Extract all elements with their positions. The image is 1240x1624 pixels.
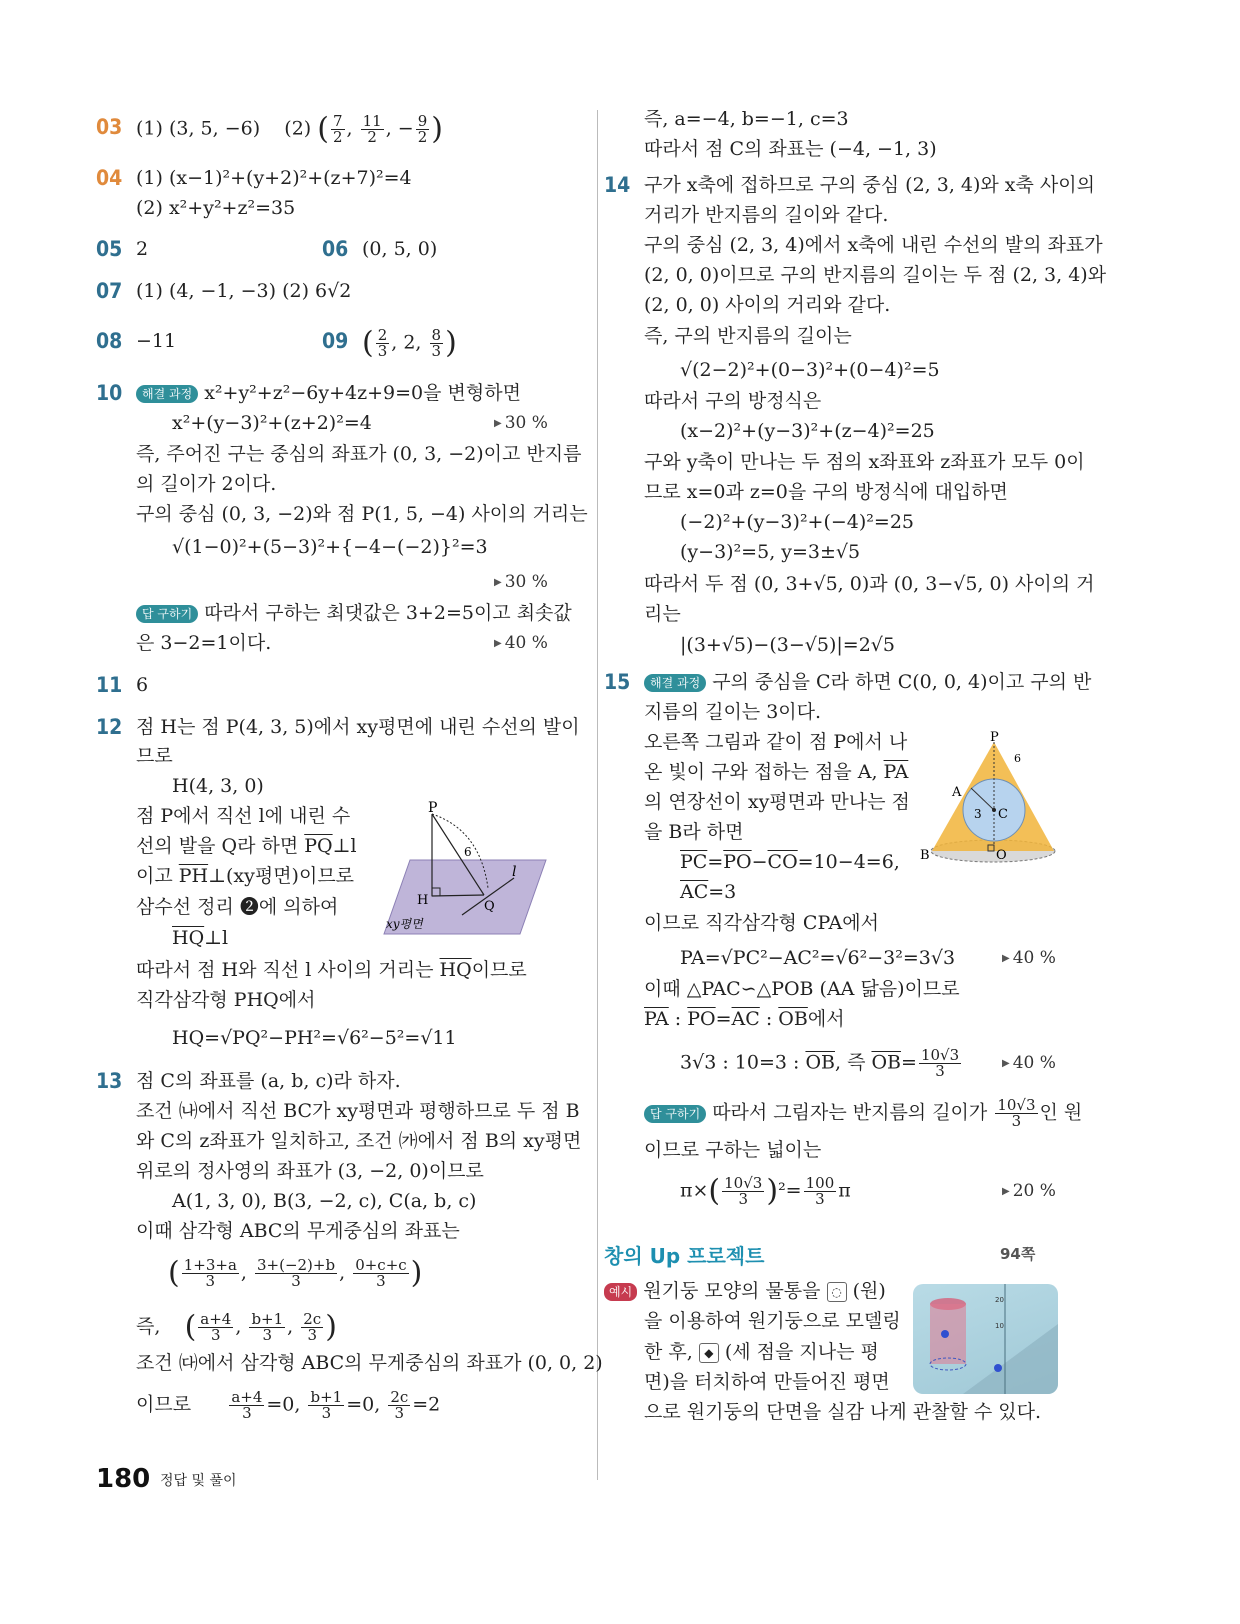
- score-percent: ▶ 30 %: [494, 569, 548, 596]
- answer-pill: 답 구하기: [644, 1105, 706, 1123]
- q14-line8: 따라서 구의 방정식은: [644, 390, 822, 412]
- circle-tool-icon: ◌: [827, 1282, 847, 1302]
- q15-line2: 지름의 길이는 3이다.: [644, 701, 822, 723]
- q10-line6: √(1−0)²+(5−3)²+{−4−(−2)}²=3: [172, 536, 488, 558]
- q13-line2: 조건 ㈏에서 직선 BC가 xy평면과 평행하므로 두 점 B: [136, 1100, 580, 1122]
- label-A: A: [952, 785, 962, 800]
- top-line1: 즉, a=−4, b=−1, c=3: [644, 108, 849, 130]
- q12-line7: 삼수선 정리 ❷에 의하여: [136, 896, 339, 918]
- label-l: l: [512, 864, 517, 880]
- q13-line10: 이므로 $\frac{a+4}{3}$ =0, $\frac{b+1}{3}$ =0, $\frac{2c}{3}$ =2: [136, 1388, 441, 1422]
- answer-04-line2: (2) x²+y²+z²=35: [136, 197, 296, 219]
- q14-line3: 구의 중심 (2, 3, 4)에서 x축에 내린 수선의 발의 좌표가: [644, 234, 1103, 256]
- q13-line8: 즉, ( $\frac{a+4}{3}$ , $\frac{b+1}{3}$ , $\frac{2c}{3}$ ): [136, 1309, 337, 1345]
- q14-line1: 구가 x축에 접하므로 구의 중심 (2, 3, 4)와 x축 사이의: [644, 174, 1095, 196]
- q12-line11: HQ=√PQ²−PH²=√6²−5²=√11: [172, 1027, 457, 1049]
- q14-line4: (2, 0, 0)이므로 구의 반지름의 길이는 두 점 (2, 3, 4)와: [644, 264, 1107, 286]
- creative-up-title: 창의 Up 프로젝트: [604, 1244, 765, 1268]
- answer-11: 6: [136, 674, 149, 696]
- q10-line7: 답 구하기 따라서 구하는 최댓값은 3+2=5이고 최솟값: [136, 600, 572, 626]
- q13-line6: 이때 삼각형 ABC의 무게중심의 좌표는: [136, 1220, 460, 1242]
- q12-line1: 점 H는 점 P(4, 3, 5)에서 xy평면에 내린 수선의 발이: [136, 716, 580, 738]
- app-screenshot-image: [913, 1284, 1058, 1394]
- solution-process-pill: 해결 과정: [136, 385, 198, 403]
- problem-number-05: 05: [96, 237, 123, 261]
- q14-line2: 거리가 반지름의 길이와 같다.: [644, 204, 889, 226]
- q14-line7: √(2−2)²+(0−3)²+(0−4)²=5: [680, 359, 940, 381]
- q15-line3: 오른쪽 그림과 같이 점 P에서 나: [644, 731, 908, 753]
- q10-line5: 구의 중심 (0, 3, −2)와 점 P(1, 5, −4) 사이의 거리는: [136, 503, 588, 525]
- q15-line4: 온 빛이 구와 접하는 점을 A, $\overline{PA}$: [644, 761, 909, 783]
- q12-line2: 므로: [136, 745, 173, 767]
- answer-07: (1) (4, −1, −3) (2) 6√2: [136, 280, 352, 302]
- page-number: 180: [96, 1464, 151, 1494]
- problem-number-12: 12: [96, 715, 123, 739]
- score-percent: ▶ 30 %: [494, 410, 548, 437]
- answer-pill: 답 구하기: [136, 605, 198, 623]
- q14-line12: (−2)²+(y−3)²+(−4)²=25: [680, 511, 915, 533]
- label-6: 6: [464, 845, 472, 859]
- q15-line5: 의 연장선이 xy평면과 만나는 점: [644, 791, 910, 813]
- q15-line12: $\overline{PA}$ : $\overline{PO}=\overline{AC}$ : $\overline{OB}$에서: [644, 1008, 845, 1030]
- q14-line13: (y−3)²=5, y=3±√5: [680, 541, 861, 563]
- q15-line15: 이므로 구하는 넓이는: [644, 1139, 822, 1161]
- q12-line10: 직각삼각형 PHQ에서: [136, 989, 316, 1011]
- answer-08: −11: [136, 330, 177, 352]
- problem-number-08: 08: [96, 329, 123, 353]
- q14-line6: 즉, 구의 반지름의 길이는: [644, 325, 852, 347]
- q12-line9: 따라서 점 H와 직선 l 사이의 거리는 $\overline{HQ}$이므로: [136, 959, 527, 981]
- q15-line7: $\overline{PC}=\overline{PO}-\overline{CO}=10-4=6$,: [680, 851, 900, 873]
- label-6: 6: [1014, 752, 1021, 765]
- label-P: P: [428, 800, 438, 816]
- label-H: H: [417, 893, 429, 908]
- q14-line15: 리는: [644, 603, 681, 625]
- score-percent: ▶ 40 %: [1002, 945, 1056, 972]
- example-pill: 예시: [604, 1283, 637, 1301]
- q15-line14: 답 구하기 따라서 그림자는 반지름의 길이가 $\frac{10√3}{3}$ 인 원: [644, 1098, 1082, 1129]
- q15-line10: PA=√PC²−AC²=√6²−3²=3√3: [680, 947, 956, 969]
- q14-line14: 따라서 두 점 (0, 3+√5, 0)과 (0, 3−√5, 0) 사이의 거: [644, 573, 1095, 595]
- q12-line3: H(4, 3, 0): [172, 775, 264, 797]
- q13-line9: 조건 ㈐에서 삼각형 ABC의 무게중심의 좌표가 (0, 0, 2): [136, 1352, 603, 1374]
- q13-centroid: ( $\frac{1+3+a}{3}$ , $\frac{3+(-2)+b}{3}$ , $\frac{0+c+c}{3}$ ): [168, 1255, 423, 1291]
- q10-line8: 은 3−2=1이다.: [136, 632, 272, 654]
- label-Q: Q: [484, 899, 495, 914]
- label-P: P: [990, 730, 999, 745]
- q14-line5: (2, 0, 0) 사이의 거리와 같다.: [644, 294, 891, 316]
- answer-03: (1) (3, 5, −6) (2) ( $\frac{7}{2}$ , $\frac{11}{2}$ , − $\frac{9}{2}$ ): [136, 111, 443, 147]
- problem-number-04: 04: [96, 166, 123, 190]
- q14-line16: |(3+√5)−(3−√5)|=2√5: [680, 634, 895, 656]
- q10-line3: 즉, 주어진 구는 중심의 좌표가 (0, 3, −2)이고 반지름: [136, 443, 582, 465]
- answer-04-line1: (1) (x−1)²+(y+2)²+(z+7)²=4: [136, 167, 412, 189]
- column-divider: [597, 110, 598, 1480]
- label-xy-plane: xy평면: [386, 917, 423, 931]
- section-title: 정답 및 풀이: [160, 1473, 237, 1489]
- q13-line3: 와 C의 z좌표가 일치하고, 조건 ㈎에서 점 B의 xy평면: [136, 1130, 582, 1152]
- creative-line1: 예시 원기둥 모양의 물통을 ◌ (원): [604, 1278, 886, 1304]
- q15-line11: 이때 △PAC∽△POB (AA 닮음)이므로: [644, 978, 960, 1000]
- score-percent: ▶ 20 %: [1002, 1178, 1056, 1205]
- score-percent: ▶ 40 %: [494, 630, 548, 657]
- q10-line4: 의 길이가 2이다.: [136, 473, 277, 495]
- problem-number-11: 11: [96, 673, 123, 697]
- q12-line8: $\overline{HQ}\perp l$: [172, 927, 229, 949]
- q15-figure: [918, 728, 1058, 868]
- label-O: O: [996, 848, 1007, 863]
- q13-line1: 점 C의 좌표를 (a, b, c)라 하자.: [136, 1070, 401, 1092]
- creative-line4: 면)을 터치하여 만들어진 평면: [644, 1371, 890, 1393]
- q12-line5: 선의 발을 Q라 하면 $\overline{PQ}\perp l$: [136, 835, 357, 857]
- plane-tool-icon: ◆: [699, 1343, 719, 1363]
- q15-line16: π×( $\frac{10√3}{3}$ )²= $\frac{100}{3}$ π: [680, 1173, 851, 1209]
- axis-label-20: 20: [995, 1296, 1004, 1304]
- problem-number-07: 07: [96, 279, 123, 303]
- page-reference: 94쪽: [1000, 1245, 1036, 1263]
- problem-number-09: 09: [322, 329, 349, 353]
- q12-line6: 이고 $\overline{PH}\perp(xy$평면)이므로: [136, 865, 355, 887]
- answer-06: (0, 5, 0): [362, 238, 438, 260]
- problem-number-03: 03: [96, 115, 123, 139]
- problem-number-14: 14: [604, 173, 631, 197]
- problem-number-06: 06: [322, 237, 349, 261]
- q14-line9: (x−2)²+(y−3)²+(z−4)²=25: [680, 420, 935, 442]
- label-B: B: [920, 848, 930, 863]
- q15-line6: 을 B라 하면: [644, 821, 744, 843]
- solution-process-pill: 해결 과정: [644, 674, 706, 692]
- axis-label-10: 10: [995, 1322, 1004, 1330]
- answer-09: ( $\frac{2}{3}$ , 2, $\frac{8}{3}$ ): [362, 325, 457, 361]
- label-C: C: [998, 807, 1008, 822]
- label-3: 3: [974, 807, 982, 821]
- creative-line5: 으로 원기둥의 단면을 실감 나게 관찰할 수 있다.: [644, 1401, 1042, 1423]
- problem-number-10: 10: [96, 381, 123, 405]
- q15-line9: 이므로 직각삼각형 CPA에서: [644, 912, 879, 934]
- q15-line13: 3√3 : 10=3 : $\overline{OB}$, 즉 $\overline{OB}=$ $\frac{10√3}{3}$: [680, 1046, 960, 1080]
- q10-line1: 해결 과정 x²+y²+z²−6y+4z+9=0을 변형하면: [136, 380, 521, 406]
- q10-line2: x²+(y−3)²+(z+2)²=4: [172, 412, 372, 434]
- problem-number-13: 13: [96, 1069, 123, 1093]
- q12-figure: [380, 800, 550, 940]
- score-percent: ▶ 40 %: [1002, 1050, 1056, 1077]
- q13-line4: 위로의 정사영의 좌표가 (3, −2, 0)이므로: [136, 1160, 484, 1182]
- creative-line2: 을 이용하여 원기둥으로 모델링: [644, 1310, 901, 1332]
- creative-line3: 한 후, ◆ (세 점을 지나는 평: [644, 1341, 879, 1363]
- q14-line11: 므로 x=0과 z=0을 구의 방정식에 대입하면: [644, 481, 1008, 503]
- answer-05: 2: [136, 238, 149, 260]
- top-line2: 따라서 점 C의 좌표는 (−4, −1, 3): [644, 138, 937, 160]
- q15-line8: $\overline{AC}=3$: [680, 881, 737, 903]
- q13-line5: A(1, 3, 0), B(3, −2, c), C(a, b, c): [172, 1190, 477, 1212]
- problem-number-15: 15: [604, 670, 631, 694]
- q12-line4: 점 P에서 직선 l에 내린 수: [136, 805, 351, 827]
- q15-line1: 해결 과정 구의 중심을 C라 하면 C(0, 0, 4)이고 구의 반: [644, 669, 1091, 695]
- q14-line10: 구와 y축이 만나는 두 점의 x좌표와 z좌표가 모두 0이: [644, 451, 1085, 473]
